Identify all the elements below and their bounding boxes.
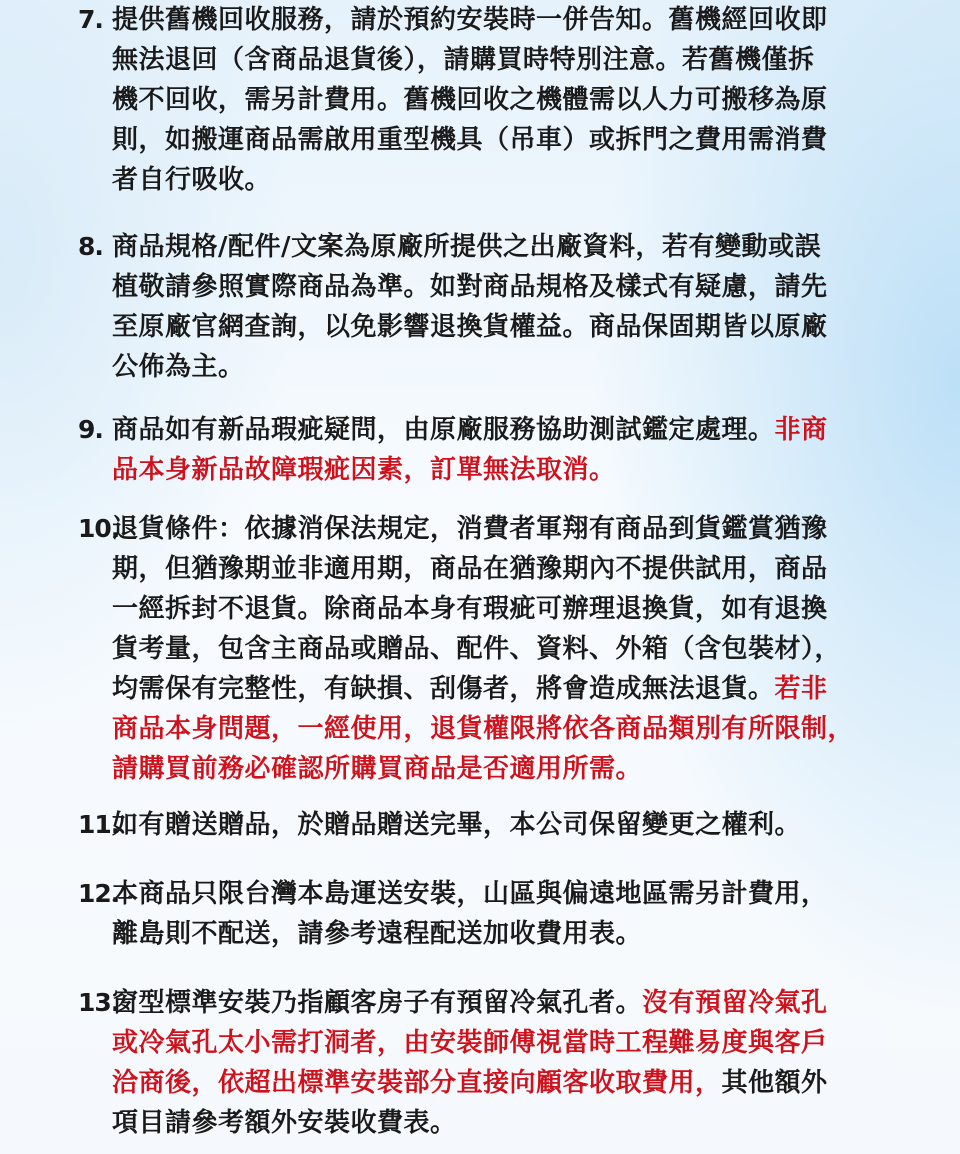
term-number: 7. xyxy=(78,5,103,34)
term-text-segment-highlight: 若非 xyxy=(774,674,828,704)
term-text-segment: 項目請參考額外安裝收費表。 xyxy=(112,1108,457,1138)
term-text-segment-highlight: 商品本身問題，一經使用，退貨權限將依各商品類別有所限制， xyxy=(112,714,855,744)
term-text-segment: 公佈為主。 xyxy=(112,352,245,382)
term-text-segment: 期，但猶豫期並非適用期，商品在猶豫期內不提供試用，商品 xyxy=(112,554,828,584)
term-number: 10. xyxy=(78,514,120,543)
term-text-segment: 商品如有新品瑕疵疑問，由原廠服務協助測試鑑定處理。 xyxy=(112,415,775,445)
term-text-segment: 無法退回（含商品退貨後），請購買時特別注意。若舊機僅拆 xyxy=(112,45,815,75)
term-text-segment-highlight: 洽商後，依超出標準安裝部分直接向顧客收取費用， xyxy=(112,1068,722,1098)
term-text-segment: 貨考量，包含主商品或贈品、配件、資料、外箱（含包裝材）， xyxy=(112,634,842,664)
term-text-segment: 退貨條件：依據消保法規定，消費者軍翔有商品到貨鑑賞猶豫 xyxy=(112,514,828,544)
term-text-segment: 如有贈送贈品，於贈品贈送完畢，本公司保留變更之權利。 xyxy=(112,810,802,840)
term-number: 12. xyxy=(78,879,120,908)
term-number: 9. xyxy=(78,415,103,444)
term-item-9 xyxy=(78,410,898,490)
term-number: 11. xyxy=(78,810,120,839)
term-text-segment: 至原廠官網查詢，以免影響退換貨權益。商品保固期皆以原廠 xyxy=(112,312,828,342)
term-text-segment: 其他額外 xyxy=(721,1068,828,1098)
term-text-segment-highlight: 品本身新品故障瑕疵因素，訂單無法取消。 xyxy=(112,455,616,485)
term-text-segment: 提供舊機回收服務，請於預約安裝時一併告知。舊機經回收即 xyxy=(112,5,828,35)
term-text xyxy=(112,0,898,200)
term-item-11 xyxy=(78,805,898,845)
term-text-segment: 植敬請參照實際商品為準。如對商品規格及樣式有疑慮，請先 xyxy=(112,272,828,302)
term-text-segment-highlight: 沒有預留冷氣孔 xyxy=(642,988,828,1018)
term-text-segment: 一經拆封不退貨。除商品本身有瑕疵可辦理退換貨，如有退換 xyxy=(112,594,828,624)
term-text-segment: 離島則不配送，請參考遠程配送加收費用表。 xyxy=(112,919,643,949)
term-text-segment: 者自行吸收。 xyxy=(112,165,272,195)
term-text xyxy=(112,805,898,845)
term-item-12 xyxy=(78,874,898,954)
term-item-7 xyxy=(78,0,898,200)
term-text-segment: 則，如搬運商品需啟用重型機具（吊車）或拆門之費用需消費 xyxy=(112,125,828,155)
term-item-8 xyxy=(78,227,898,387)
term-text-segment: 窗型標準安裝乃指顧客房子有預留冷氣孔者。 xyxy=(112,988,643,1018)
term-text xyxy=(112,874,898,954)
term-text xyxy=(112,410,898,490)
term-number: 13. xyxy=(78,988,120,1017)
term-text xyxy=(112,509,898,789)
term-text-segment-highlight: 或冷氣孔太小需打洞者，由安裝師傅視當時工程難易度與客戶 xyxy=(112,1028,828,1058)
term-item-10 xyxy=(78,509,898,789)
term-item-13 xyxy=(78,983,898,1143)
term-text-segment: 本商品只限台灣本島運送安裝，山區與偏遠地區需另計費用， xyxy=(112,879,828,909)
term-text-segment: 均需保有完整性，有缺損、刮傷者，將會造成無法退貨。 xyxy=(112,674,775,704)
term-number: 8. xyxy=(78,232,103,261)
term-text-segment: 機不回收，需另計費用。舊機回收之機體需以人力可搬移為原 xyxy=(112,85,828,115)
term-text xyxy=(112,227,898,387)
term-text-segment: 商品規格/配件/文案為原廠所提供之出廠資料，若有變動或誤 xyxy=(112,232,821,262)
term-text xyxy=(112,983,898,1143)
term-text-segment-highlight: 請購買前務必確認所購買商品是否適用所需。 xyxy=(112,754,643,784)
term-text-segment-highlight: 非商 xyxy=(774,415,828,445)
